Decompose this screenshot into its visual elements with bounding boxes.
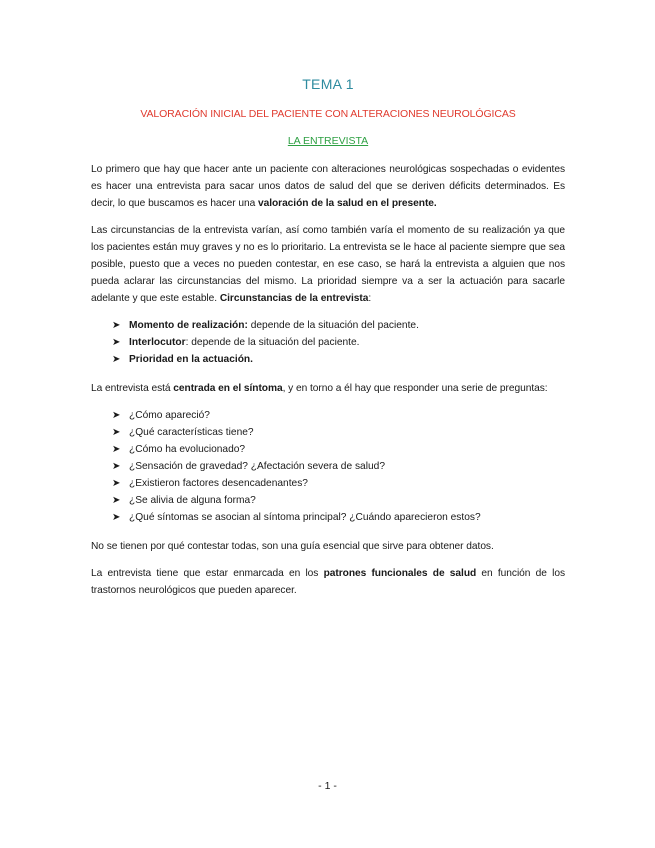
arrow-bullet-icon: ➤ xyxy=(112,512,121,523)
list-item xyxy=(112,509,565,526)
question-text: ¿Cómo apareció? xyxy=(129,410,210,421)
list-item xyxy=(112,492,565,509)
questions-list xyxy=(91,407,565,526)
question-text: ¿Qué síntomas se asocian al síntoma principal? ¿Cuándo aparecieron estos? xyxy=(129,512,481,523)
paragraph-circumstances-tail: : xyxy=(368,293,372,304)
list-item-text: : depende de la situación del paciente. xyxy=(185,337,360,348)
arrow-bullet-icon: ➤ xyxy=(112,410,121,421)
paragraph-intro-text: Lo primero que hay que hacer ante un paciente con alteraciones neurológicas sospechadas o evidentes es hacer una entrevista para sacar unos datos de salud del que se deriven déficits determinados. Es decir, lo que buscamos es hacer una xyxy=(91,164,565,209)
question-text: ¿Cómo ha evolucionado? xyxy=(129,444,246,455)
list-item xyxy=(112,458,565,475)
page-number: - 1 - xyxy=(318,780,337,792)
paragraph-symptom-text-after: , y en torno a él hay que responder una serie de preguntas: xyxy=(282,383,548,394)
arrow-bullet-icon: ➤ xyxy=(112,337,121,348)
arrow-bullet-icon: ➤ xyxy=(112,478,121,489)
list-item xyxy=(112,441,565,458)
arrow-bullet-icon: ➤ xyxy=(112,461,121,472)
list-item xyxy=(112,475,565,492)
question-text: ¿Existieron factores desencadenantes? xyxy=(129,478,308,489)
question-text: ¿Sensación de gravedad? ¿Afectación severa de salud? xyxy=(129,461,385,472)
arrow-bullet-icon: ➤ xyxy=(112,495,121,506)
question-text: ¿Qué características tiene? xyxy=(129,427,254,438)
list-item xyxy=(112,351,565,368)
list-item-bold: Prioridad en la actuación. xyxy=(129,354,253,365)
list-item xyxy=(112,407,565,424)
paragraph-patterns xyxy=(91,565,565,599)
paragraph-symptom-text-before: La entrevista está xyxy=(91,383,174,394)
page-content xyxy=(91,76,565,609)
document-title: TEMA 1 xyxy=(302,76,354,92)
paragraph-patterns-text-before: La entrevista tiene que estar enmarcada en los xyxy=(91,568,324,579)
list-item-bold: Momento de realización: xyxy=(129,320,248,331)
paragraph-symptom xyxy=(91,380,565,397)
arrow-bullet-icon: ➤ xyxy=(112,444,121,455)
list-item-text: depende de la situación del paciente. xyxy=(247,320,419,331)
paragraph-circumstances-text: Las circunstancias de la entrevista varían, así como también varía el momento de su realización ya que los pacientes están muy graves y no es lo prioritario. La entrevista se le hace al paciente siempre que sea posible, puesto que a veces no pueden contestar, en ese caso, se hará la entrevista a alguien que nos pueda aclarar las circunstancias del mismo. La prioridad siempre va a ser la actuación para sacarle adelante y que este estable. xyxy=(91,225,565,304)
list-item xyxy=(112,424,565,441)
arrow-bullet-icon: ➤ xyxy=(112,354,121,365)
list-item xyxy=(112,334,565,351)
paragraph-symptom-bold: centrada en el síntoma xyxy=(173,383,283,394)
paragraph-intro-bold: valoración de la salud en el presente. xyxy=(257,198,437,209)
paragraph-patterns-bold: patrones funcionales de salud xyxy=(323,568,477,579)
document-subtitle: VALORACIÓN INICIAL DEL PACIENTE CON ALTERACIONES NEUROLÓGICAS xyxy=(140,108,516,120)
arrow-bullet-icon: ➤ xyxy=(112,320,121,331)
circumstances-list xyxy=(91,317,565,368)
paragraph-intro xyxy=(91,161,565,212)
paragraph-circumstances-bold: Circunstancias de la entrevista xyxy=(219,293,369,304)
list-item xyxy=(112,317,565,334)
section-title: LA ENTREVISTA xyxy=(287,135,369,147)
paragraph-patterns-text-after: en función de los trastornos neurológicos que pueden aparecer. xyxy=(91,568,565,596)
list-item-bold: Interlocutor xyxy=(129,337,186,348)
arrow-bullet-icon: ➤ xyxy=(112,427,121,438)
question-text: ¿Se alivia de alguna forma? xyxy=(129,495,256,506)
paragraph-guide: No se tienen por qué contestar todas, son una guía esencial que sirve para obtener datos. xyxy=(91,541,494,552)
paragraph-circumstances xyxy=(91,222,565,307)
